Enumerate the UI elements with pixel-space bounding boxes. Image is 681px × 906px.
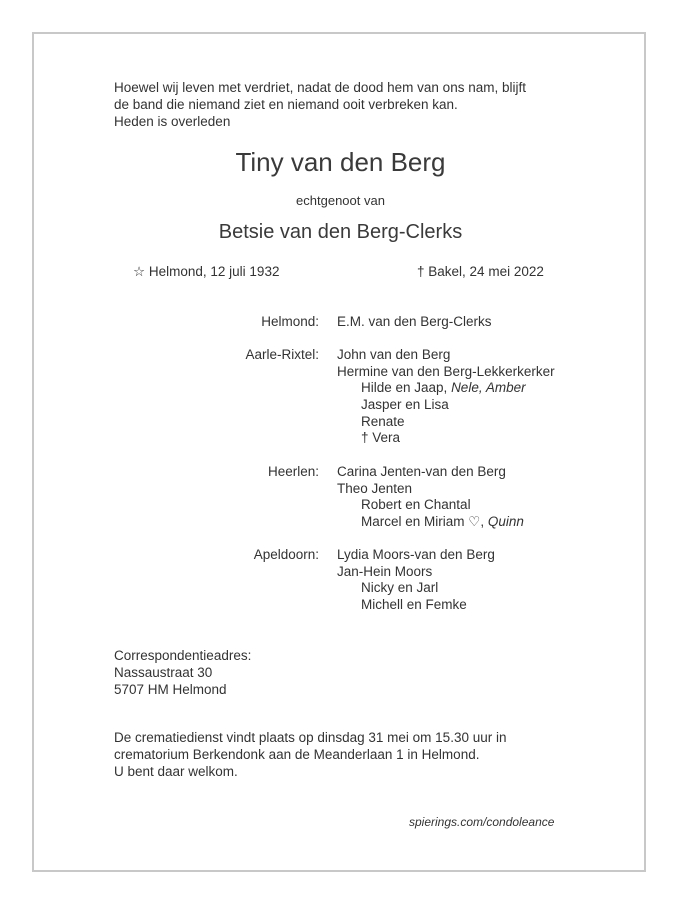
intro-text: [114, 79, 526, 130]
correspondence-city: 5707 HM Helmond: [114, 682, 227, 697]
family-names: [337, 546, 495, 613]
family-member: Hermine van den Berg-Lekkerkerker: [337, 363, 555, 379]
intro-line: de band die niemand ziet en niemand ooit verbreken kan.: [114, 97, 458, 112]
service-info: [114, 729, 506, 780]
correspondence-street: Nassaustraat 30: [114, 665, 213, 680]
intro-line: Heden is overleden: [114, 114, 231, 129]
relation-label: echtgenoot van: [296, 193, 385, 208]
family-names: [337, 346, 555, 446]
correspondence-address: [114, 647, 251, 698]
grandchild-line: [337, 379, 555, 396]
grandchild-line: Michell en Femke: [361, 597, 467, 613]
family-member: Lydia Moors-van den Berg: [337, 547, 495, 562]
cross-icon: †: [417, 264, 425, 279]
heart-icon: ♡: [468, 514, 481, 530]
grandchild-line: Robert en Chantal: [361, 497, 471, 513]
star-icon: ☆: [133, 264, 146, 279]
family-member: E.M. van den Berg-Clerks: [337, 314, 492, 329]
great-grandchild-names: Nele, Amber: [451, 380, 526, 396]
great-grandchild-names: Quinn: [487, 514, 524, 530]
family-member: John van den Berg: [337, 347, 451, 362]
service-line: crematorium Berkendonk aan de Meanderlaan 1 in Helmond.: [114, 747, 480, 762]
family-member: Theo Jenten: [337, 480, 413, 496]
family-member: Jan-Hein Moors: [337, 563, 433, 579]
spouse-name: Betsie van den Berg-Clerks: [218, 221, 463, 243]
birth-info: [133, 263, 279, 280]
family-member: Carina Jenten-van den Berg: [337, 464, 506, 479]
family-place: Helmond:: [261, 314, 319, 329]
death-text: Bakel, 24 mei 2022: [428, 264, 544, 279]
grandchild-line: Jasper en Lisa: [361, 397, 449, 413]
service-line: De crematiedienst vindt plaats op dinsdag 31 mei om 15.30 uur in: [114, 730, 507, 745]
grandchild-line: † Vera: [361, 430, 401, 446]
family-names: [337, 313, 492, 330]
grandchild-names: Hilde en Jaap,: [361, 380, 452, 396]
grandchild-names: Marcel en Miriam: [361, 514, 469, 530]
grandchild-line: [337, 513, 524, 530]
grandchild-line: Renate: [361, 413, 405, 429]
correspondence-label: Correspondentieadres:: [114, 648, 252, 663]
intro-line: Hoewel wij leven met verdriet, nadat de dood hem van ons nam, blijft: [114, 80, 526, 95]
family-place: Heerlen:: [267, 464, 319, 479]
separator: ,: [480, 514, 488, 530]
family-names: [337, 463, 524, 530]
service-line: U bent daar welkom.: [114, 764, 238, 779]
condolence-link[interactable]: spierings.com/condoleance: [409, 815, 555, 829]
birth-text: Helmond, 12 juli 1932: [148, 264, 280, 279]
deceased-name: Tiny van den Berg: [235, 147, 446, 177]
grandchild-line: Nicky en Jarl: [361, 580, 439, 596]
death-info: [417, 263, 544, 280]
family-place: Aarle-Rixtel:: [245, 347, 319, 362]
family-place: Apeldoorn:: [253, 547, 319, 562]
